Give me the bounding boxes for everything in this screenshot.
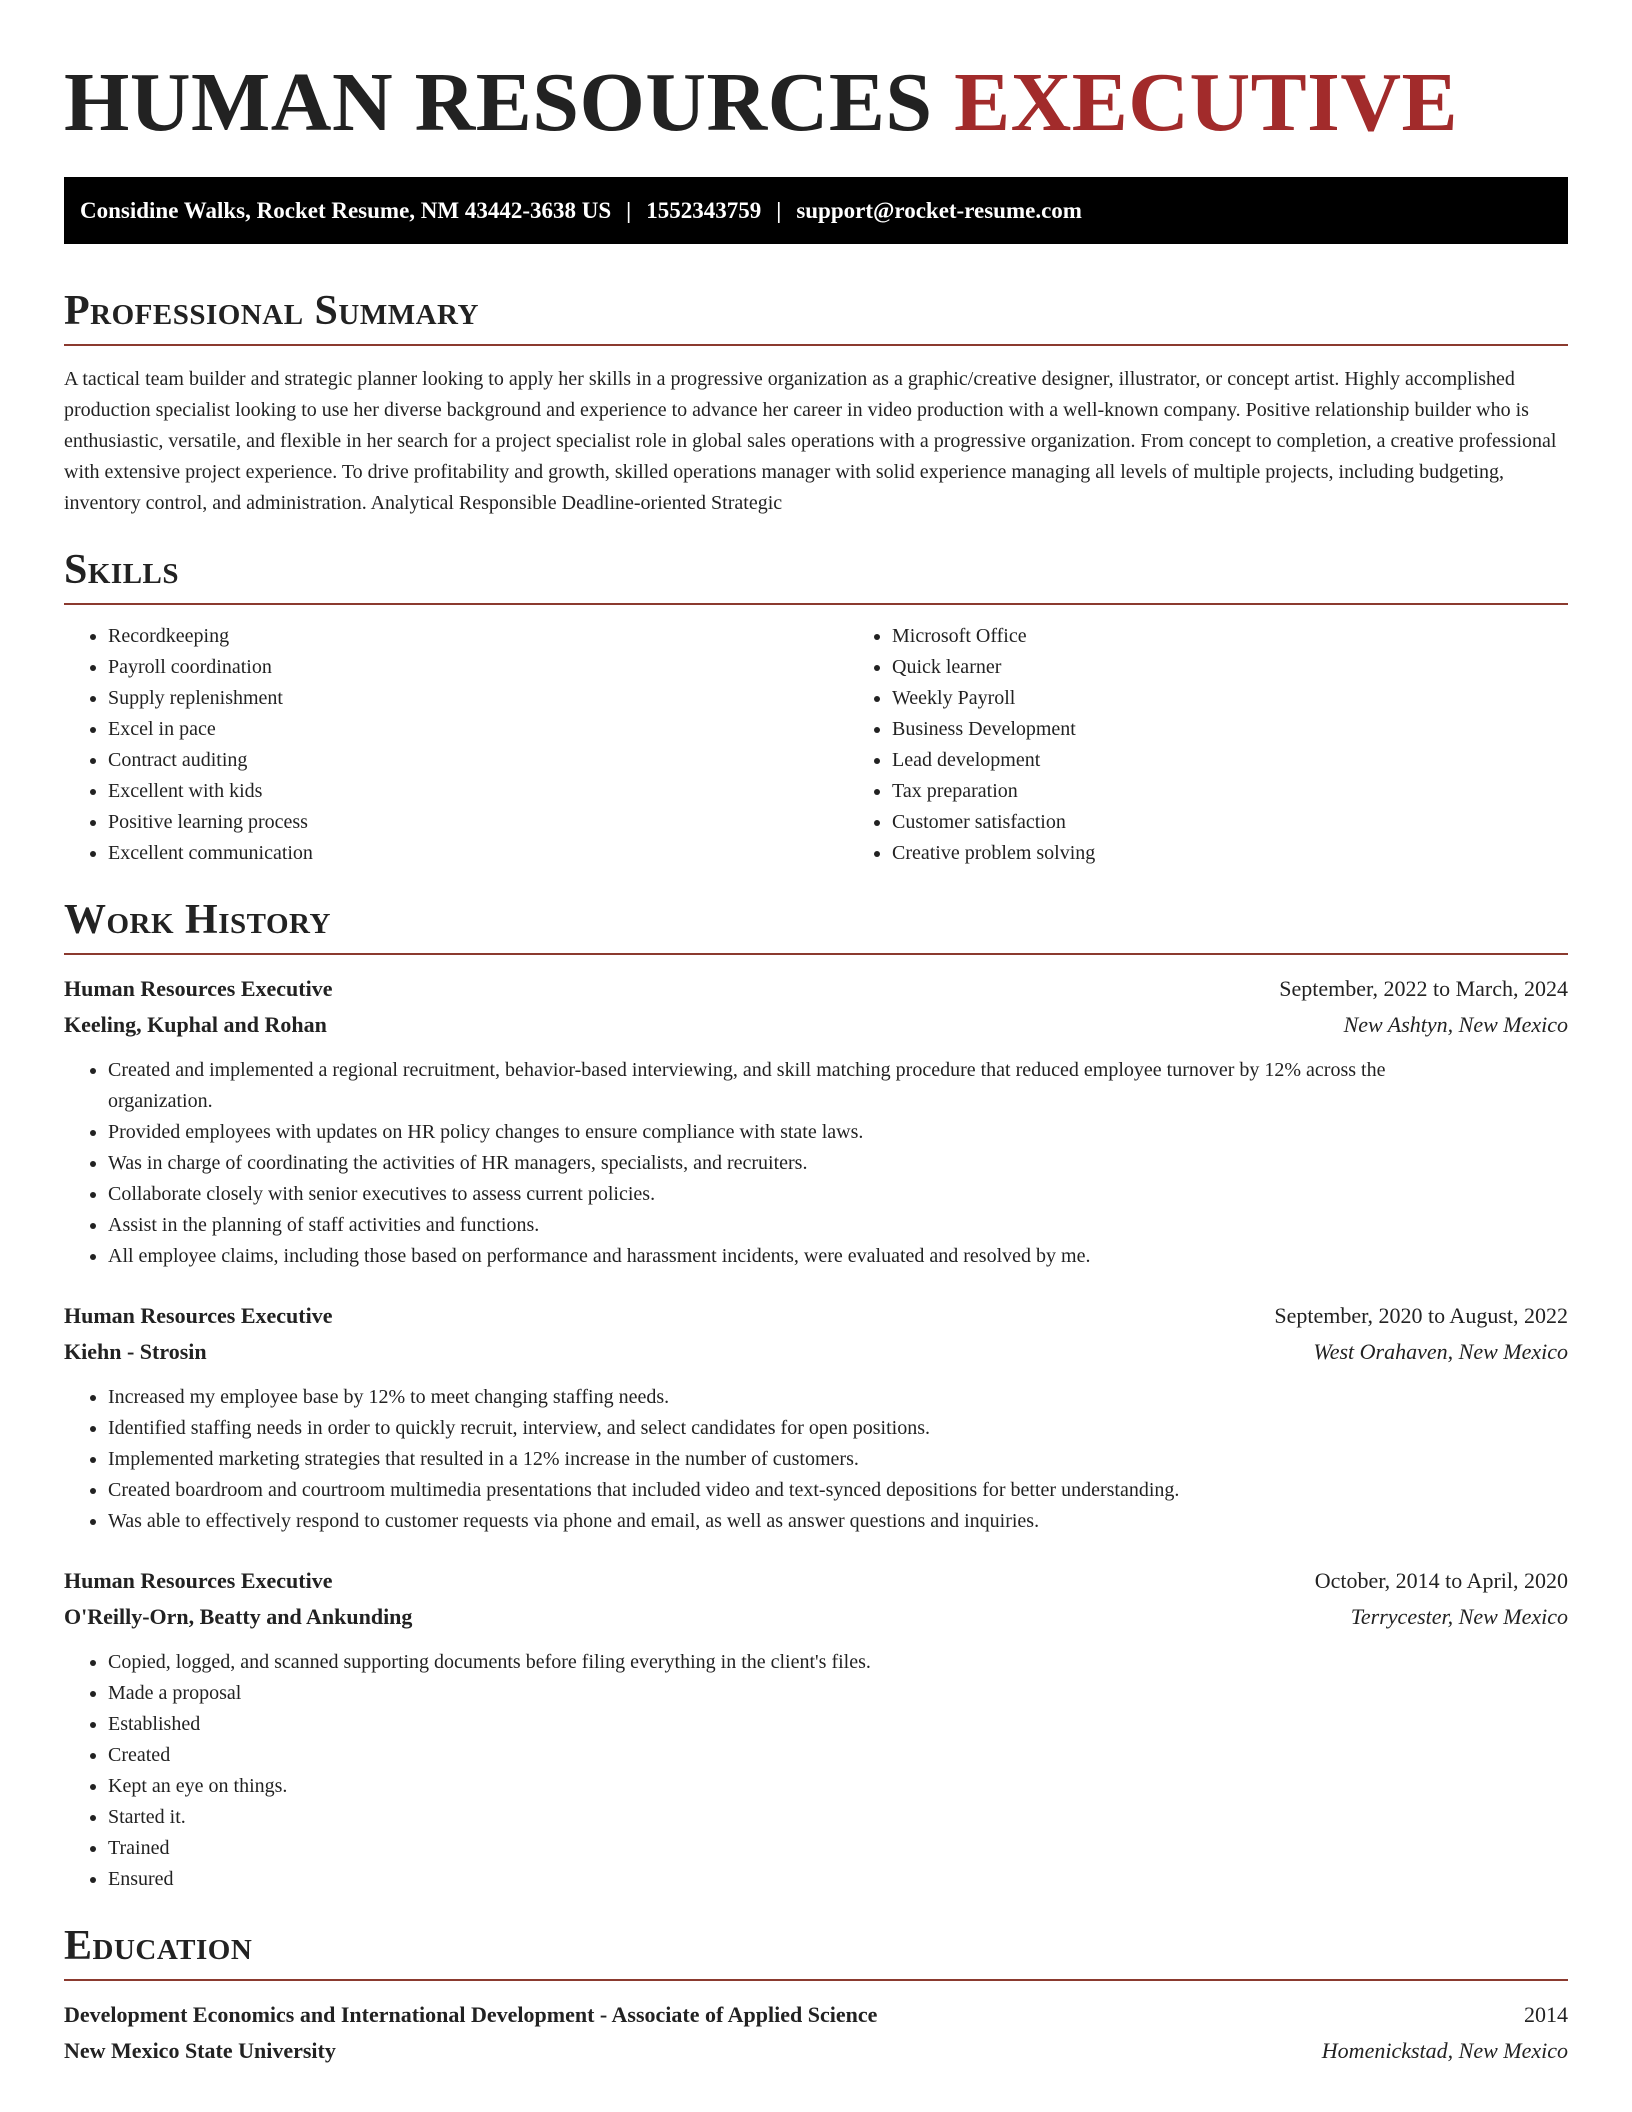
job-title: Human Resources Executive bbox=[64, 1303, 333, 1328]
job-dates: October, 2014 to April, 2020 bbox=[1314, 1568, 1568, 1593]
job-bullet: • Was able to effectively respond to customer requests via phone and email, as well as answer questions and inquiries. bbox=[108, 1506, 1568, 1537]
skill-item: • Excel in pace bbox=[108, 714, 848, 745]
skill-item: • Business Development bbox=[892, 714, 1095, 745]
job-bullets bbox=[64, 1055, 1568, 1272]
job-company-row bbox=[64, 1599, 1568, 1635]
skills-section bbox=[64, 545, 1568, 869]
job-bullet: • Established bbox=[108, 1709, 1568, 1740]
education-header-row bbox=[64, 1997, 1568, 2033]
skill-item: • Weekly Payroll bbox=[892, 683, 1095, 714]
skill-item: • Supply replenishment bbox=[108, 683, 848, 714]
job-bullet: • Trained bbox=[108, 1833, 1568, 1864]
job-dates: September, 2020 to August, 2022 bbox=[1274, 1303, 1568, 1328]
education-school: New Mexico State University bbox=[64, 2038, 336, 2063]
section-divider bbox=[64, 344, 1568, 346]
job-location: West Orahaven, New Mexico bbox=[1313, 1339, 1568, 1364]
education-entry bbox=[64, 1997, 1568, 2069]
job-bullet: • Created and implemented a regional recruitment, behavior-based interviewing, and skill matching procedure that reduced employee turnover by 12% across the organization. bbox=[108, 1055, 1568, 1117]
skill-item: • Creative problem solving bbox=[892, 838, 1095, 869]
job-header-row bbox=[64, 1298, 1568, 1334]
skill-item: • Customer satisfaction bbox=[892, 807, 1095, 838]
job-bullet: • Made a proposal bbox=[108, 1678, 1568, 1709]
skill-item: • Contract auditing bbox=[108, 745, 848, 776]
work-history-section bbox=[64, 895, 1568, 1895]
job-bullet: • Kept an eye on things. bbox=[108, 1771, 1568, 1802]
job-bullet: • All employee claims, including those based on performance and harassment incidents, were evaluated and resolved by me. bbox=[108, 1241, 1568, 1272]
skills-list-right bbox=[848, 621, 1095, 869]
summary-text: A tactical team builder and strategic planner looking to apply her skills in a progressive organization as a graphic/creative designer, illustrator, or concept artist. Highly accomplished production specialist looking to use her diverse background and experience to advance her career in video production with a well-known company. Positive relationship builder who is enthusiastic, versatile, and flexible in her search for a project specialist role in global sales operations with a progressive organization. From concept to completion, a creative professional with extensive project experience. To drive profitability and growth, skilled operations manager with solid experience managing all levels of multiple projects, including budgeting, inventory control, and administration. Analytical Responsible Deadline-oriented Strategic bbox=[64, 368, 1557, 514]
resume-title bbox=[64, 0, 1568, 148]
job-dates: September, 2022 to March, 2024 bbox=[1279, 976, 1568, 1001]
education-school-row bbox=[64, 2033, 1568, 2069]
job-bullet: • Copied, logged, and scanned supporting documents before filing everything in the client's files. bbox=[108, 1647, 1568, 1678]
skill-item: • Positive learning process bbox=[108, 807, 848, 838]
job-company-row bbox=[64, 1334, 1568, 1370]
summary-section bbox=[64, 286, 1568, 519]
education-section bbox=[64, 1921, 1568, 2069]
section-heading: Professional Summary bbox=[64, 288, 479, 334]
skill-item: • Lead development bbox=[892, 745, 1095, 776]
skill-item: • Excellent communication bbox=[108, 838, 848, 869]
job-bullet: • Created bbox=[108, 1740, 1568, 1771]
job-entry bbox=[64, 1298, 1568, 1537]
skills-columns bbox=[64, 621, 1568, 869]
job-bullet: • Was in charge of coordinating the activities of HR managers, specialists, and recruiters. bbox=[108, 1148, 1568, 1179]
contact-address: Considine Walks, Rocket Resume, NM 43442-3638 US bbox=[80, 197, 612, 223]
contact-bar bbox=[64, 177, 1568, 244]
education-location: Homenickstad, New Mexico bbox=[1321, 2038, 1568, 2063]
job-bullets bbox=[64, 1382, 1568, 1537]
education-year: 2014 bbox=[1524, 2002, 1568, 2027]
job-bullet: • Collaborate closely with senior executives to assess current policies. bbox=[108, 1179, 1568, 1210]
job-title: Human Resources Executive bbox=[64, 976, 333, 1001]
job-bullets bbox=[64, 1647, 1568, 1895]
skill-item: • Tax preparation bbox=[892, 776, 1095, 807]
job-location: Terrycester, New Mexico bbox=[1350, 1604, 1568, 1629]
job-bullet: • Implemented marketing strategies that resulted in a 12% increase in the number of customers. bbox=[108, 1444, 1568, 1475]
section-heading: Skills bbox=[64, 547, 180, 593]
job-entry bbox=[64, 971, 1568, 1272]
job-bullet: • Provided employees with updates on HR policy changes to ensure compliance with state laws. bbox=[108, 1117, 1568, 1148]
job-bullet: • Increased my employee base by 12% to meet changing staffing needs. bbox=[108, 1382, 1568, 1413]
skill-item: • Payroll coordination bbox=[108, 652, 848, 683]
job-bullet: • Identified staffing needs in order to quickly recruit, interview, and select candidates for open positions. bbox=[108, 1413, 1568, 1444]
job-company: Keeling, Kuphal and Rohan bbox=[64, 1012, 327, 1037]
job-title: Human Resources Executive bbox=[64, 1568, 333, 1593]
contact-email: support@rocket-resume.com bbox=[796, 197, 1082, 223]
job-bullet: • Created boardroom and courtroom multimedia presentations that included video and text-synced depositions for better understanding. bbox=[108, 1475, 1568, 1506]
job-location: New Ashtyn, New Mexico bbox=[1343, 1012, 1568, 1037]
skill-item: • Excellent with kids bbox=[108, 776, 848, 807]
skill-item: • Quick learner bbox=[892, 652, 1095, 683]
section-divider bbox=[64, 953, 1568, 955]
job-entry bbox=[64, 1563, 1568, 1895]
skill-item: • Recordkeeping bbox=[108, 621, 848, 652]
job-bullet: • Ensured bbox=[108, 1864, 1568, 1895]
job-bullet: • Assist in the planning of staff activities and functions. bbox=[108, 1210, 1568, 1241]
job-header-row bbox=[64, 1563, 1568, 1599]
job-bullet: • Started it. bbox=[108, 1802, 1568, 1833]
contact-separator: | bbox=[776, 197, 782, 223]
contact-phone: 1552343759 bbox=[646, 197, 762, 223]
section-heading: Education bbox=[64, 1923, 253, 1969]
title-role: HUMAN RESOURCES bbox=[64, 56, 933, 149]
section-divider bbox=[64, 1979, 1568, 1981]
skills-list-left bbox=[64, 621, 848, 869]
job-company: O'Reilly-Orn, Beatty and Ankunding bbox=[64, 1604, 413, 1629]
section-heading: Work History bbox=[64, 897, 331, 943]
job-header-row bbox=[64, 971, 1568, 1007]
education-degree: Development Economics and International Development - Associate of Applied Science bbox=[64, 2002, 878, 2027]
job-company: Kiehn - Strosin bbox=[64, 1339, 207, 1364]
skill-item: • Microsoft Office bbox=[892, 621, 1095, 652]
section-divider bbox=[64, 603, 1568, 605]
contact-separator: | bbox=[626, 197, 632, 223]
title-role-accent: EXECUTIVE bbox=[954, 56, 1459, 149]
job-company-row bbox=[64, 1007, 1568, 1043]
